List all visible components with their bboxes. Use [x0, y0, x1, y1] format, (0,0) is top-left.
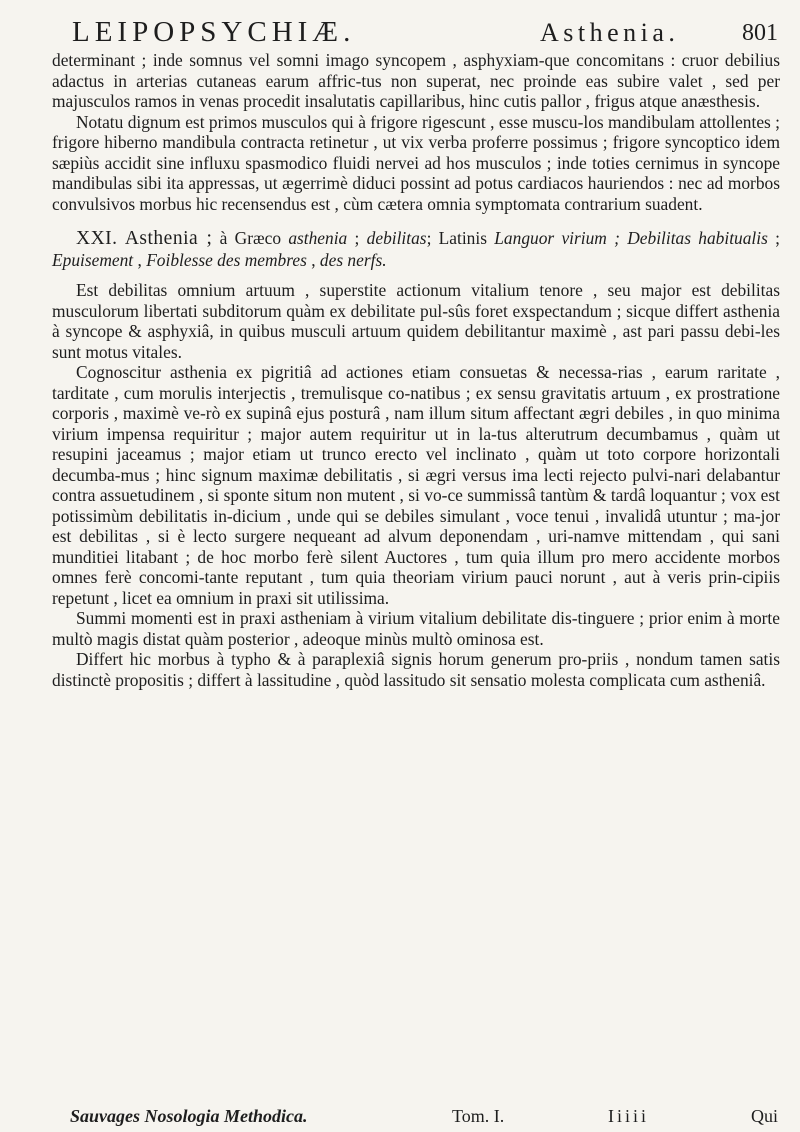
entry-heading: XXI. Asthenia ; à Græco asthenia ; debilitas; Latinis Languor virium ; Debilitas habitualis ; Epuisement , Foiblesse des membres , des nerfs.	[52, 228, 780, 270]
paragraph-differt: Differt hic morbus à typho & à paraplexiâ signis horum generum pro-priis , nondum tamen satis distinctè propositis ; differt à lassitudine , quòd lassitudo sit sensatio molesta complicata cum astheniâ.	[52, 649, 780, 690]
entry-latin-term-2: Debilitas habitualis	[627, 228, 768, 248]
entry-french-term-1: Epuisement	[52, 249, 134, 270]
entry-latin-term: Languor virium ;	[494, 228, 620, 248]
entry-latin-intro: ; Latinis	[426, 228, 487, 248]
paragraph-momenti: Summi momenti est in praxi astheniam à virium vitalium debilitate dis-tinguere ; prior enim à morte multò magis distat quàm posterior , adeoque minùs multò ominosa est.	[52, 608, 780, 649]
paragraph-definition: Est debilitas omnium artuum , superstite actionum vitalium tenore , seu major est debilitas musculorum libertati subditorum quàm ex debilitate pul-sûs foret exspectandum ; sicque differt asthenia à syncope & asphyxiâ, in quibus musculi artuum quidem debilitantur maximè , ast pari passu debi-les sunt motus vitales.	[52, 280, 780, 362]
paragraph-notatu: Notatu dignum est primos musculos qui à frigore rigescunt , esse muscu-los mandibulam attollentes ; frigore hiberno mandibula contracta retinetur , ut vix verba proferre possimus ; frigore syncoptico idem sæpiùs accidit sine influxu spasmodico fluidi nervei ad hos musculos ; inde toties cernimus in syncope mandibulas sibi ita appressas, ut ægerrimè diduci possint ad potus cardiacos hauriendos : nec ad morbos convulsivos morbus hic recensendus est , cùm cætera omnia symptomata contrarium suadent.	[52, 111, 780, 214]
footer-volume: Tom. I.	[452, 1106, 505, 1126]
entry-greek-term: asthenia	[288, 228, 348, 248]
paragraph-signs: Cognoscitur asthenia ex pigritiâ ad actiones etiam consuetas & necessa-rias , earum raritate , tarditate , cum morulis interjectis , tremulisque co-natibus ; ex sensu gravitatis artuum , ex prostratione corporis , maximè ve-rò ex supinâ ejus posturâ , nam illum situm affectant ægri debiles , in quo minima virium impensa requiritur ; major autem requiritur ut in la-tus alterutrum decumbamus , quàm ut resupini jaceamus ; major etiam ut trunco erecto vel inclinato , quàm ut toto corpore horizontali decumba-mus ; hinc signum maximæ debilitatis , si ægri versus ima lecti rejecto pulvi-nari delabantur contra assuetudinem , si sponte situm non mutent , si vo-ce summissâ tantùm & tardâ loquantur ; vox est potissimùm debilitatis in-dicium , unde qui se debiles simulant , voce tenui , invalidâ utuntur ; ma-jor est debilitas , si è lecto surgere nequeant ad alvum deponendam , uri-namve mittendam , qui sani munditiei litabant ; de hoc morbo ferè silent Auctores , tum quia illum pro mero accidente morbos omnes ferè concomi-tante reputant , tum quia theoriam virium pauci norunt , aut à veris prin-cipiis repetunt , licet ea omnium in praxi sit utilissima.	[52, 362, 780, 608]
entry-name: Asthenia ;	[124, 228, 213, 249]
entry-french-term-2: Foiblesse des membres	[146, 249, 307, 270]
entry-french-term-3: des nerfs.	[319, 249, 387, 270]
running-head-title: LEIPOPSYCHIÆ.	[72, 16, 356, 48]
entry-greek-intro: à Græco	[219, 228, 282, 248]
running-head-section: Asthenia.	[540, 18, 680, 47]
catchword: Qui	[751, 1106, 778, 1126]
entry-greek-gloss: debilitas	[366, 228, 427, 248]
page-number: 801	[742, 20, 778, 46]
page-footer	[52, 1106, 780, 1128]
running-head	[52, 12, 780, 52]
signature-mark: Iiiii	[608, 1106, 649, 1126]
paragraph-continuation: determinant ; inde somnus vel somni imago syncopem , asphyxiam-que concomitans : cruor debilius adactus in arterias cutaneas earum affric-tus non superat, nec proinde eas subire valet , sed per majusculos ramos in venas procedit insalutatis capillaribus, hinc cutis pallor , frigus atque anæsthesis.	[52, 50, 780, 111]
footer-source: Sauvages Nosologia Methodica.	[70, 1106, 308, 1126]
page-body	[52, 50, 780, 690]
entry-number: XXI.	[76, 228, 118, 249]
